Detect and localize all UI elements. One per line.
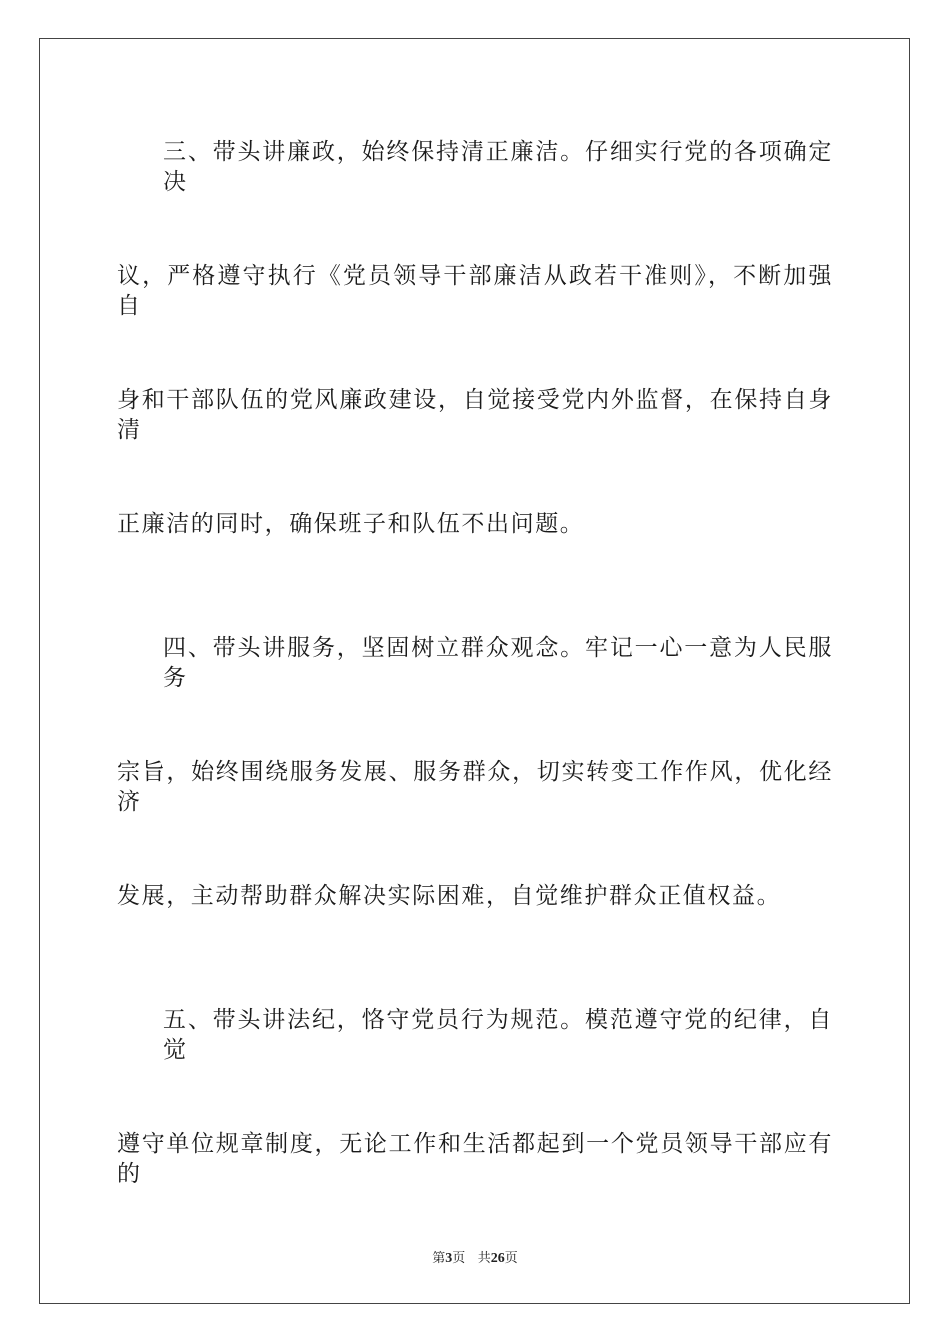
footer-total-prefix: 共 xyxy=(477,1251,491,1266)
page-footer xyxy=(0,1247,950,1267)
paragraph-4-line-1: 四、带头讲服务，坚固树立群众观念。牢记一心一意为人民服务 xyxy=(163,635,833,691)
paragraph-4-line-3: 发展，主动帮助群众解决实际困难，自觉维护群众正值权益。 xyxy=(117,883,782,909)
footer-page-number: 3 xyxy=(445,1251,453,1266)
footer-total-pages: 26 xyxy=(490,1251,505,1266)
paragraph-3-line-4: 正廉洁的同时，确保班子和队伍不出问题。 xyxy=(117,511,585,537)
paragraph-3-line-2: 议，严格遵守执行《党员领导干部廉洁从政若干准则》，不断加强自 xyxy=(117,263,833,319)
paragraph-5-line-1: 五、带头讲法纪，恪守党员行为规范。模范遵守党的纪律，自觉 xyxy=(163,1007,833,1063)
paragraph-5-line-2: 遵守单位规章制度，无论工作和生活都起到一个党员领导干部应有的 xyxy=(117,1131,833,1187)
paragraph-3-line-1: 三、带头讲廉政，始终保持清正廉洁。仔细实行党的各项确定决 xyxy=(163,139,833,195)
paragraph-3-line-3: 身和干部队伍的党风廉政建设，自觉接受党内外监督，在保持自身清 xyxy=(117,387,833,443)
footer-page-prefix: 第 xyxy=(432,1251,446,1266)
footer-page-suffix: 页 xyxy=(452,1251,466,1266)
footer-total-suffix: 页 xyxy=(504,1251,518,1266)
paragraph-4-line-2: 宗旨，始终围绕服务发展、服务群众，切实转变工作作风，优化经济 xyxy=(117,759,833,815)
